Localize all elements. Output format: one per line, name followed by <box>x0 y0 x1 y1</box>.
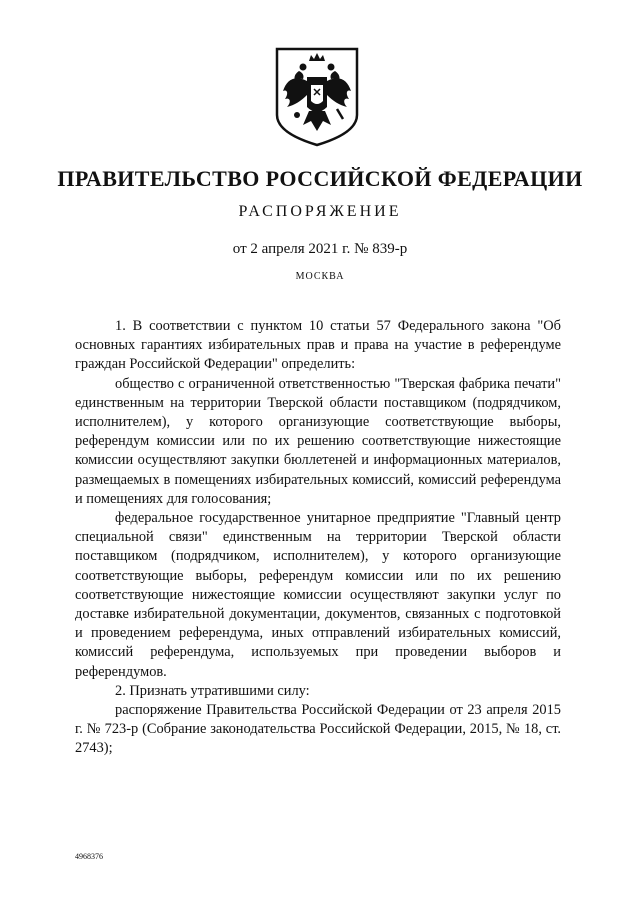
paragraph-4: 2. Признать утратившими силу: <box>115 682 310 699</box>
document-body <box>75 317 561 759</box>
document-date-number: от 2 апреля 2021 г. № 839-р <box>232 241 408 257</box>
government-title: ПРАВИТЕЛЬСТВО РОССИЙСКОЙ ФЕДЕРАЦИИ <box>57 166 583 191</box>
document-city: МОСКВА <box>295 271 345 282</box>
coat-of-arms-icon <box>273 45 361 147</box>
paragraph-2: общество с ограниченной ответственностью "Тверская фабрика печати" единственным на территории Тверской области поставщиком (подрядчиком, исполнителем), у которого организующие соответствующие выборы, референдум комиссии или по их решению соответствующие нижестоящие комиссии осуществляют закупки бюллетеней и информационных материалов, размещаемых в помещениях избирательных комиссий, комиссий референдума и помещениях для голосования; <box>75 375 561 507</box>
document-type: РАСПОРЯЖЕНИЕ <box>238 203 402 220</box>
paragraph-5: распоряжение Правительства Российской Федерации от 23 апреля 2015 г. № 723-р (Собрание законодательства Российской Федерации, 2015, № 18, ст. 2743); <box>75 702 561 757</box>
document-id-footer: 4968376 <box>75 852 103 861</box>
paragraph-1: 1. В соответствии с пунктом 10 статьи 57 Федерального закона "Об основных гарантиях избирательных прав и права на участие в референдуме граждан Российской Федерации" определить: <box>75 318 561 373</box>
paragraph-3: федеральное государственное унитарное предприятие "Главный центр специальной связи" единственным на территории Тверской области поставщиком (подрядчиком, исполнителем), у которого организующие соответствующие выборы, референдум комиссии или по их решению соответствующие нижестоящие комиссии осуществляют закупки услуг по доставке избирательной документации, документов, связанных с подготовкой и проведением референдума, иных отправлений избирательных комиссий, комиссий референдума, используемых при проведении выборов и референдумов. <box>75 510 561 680</box>
